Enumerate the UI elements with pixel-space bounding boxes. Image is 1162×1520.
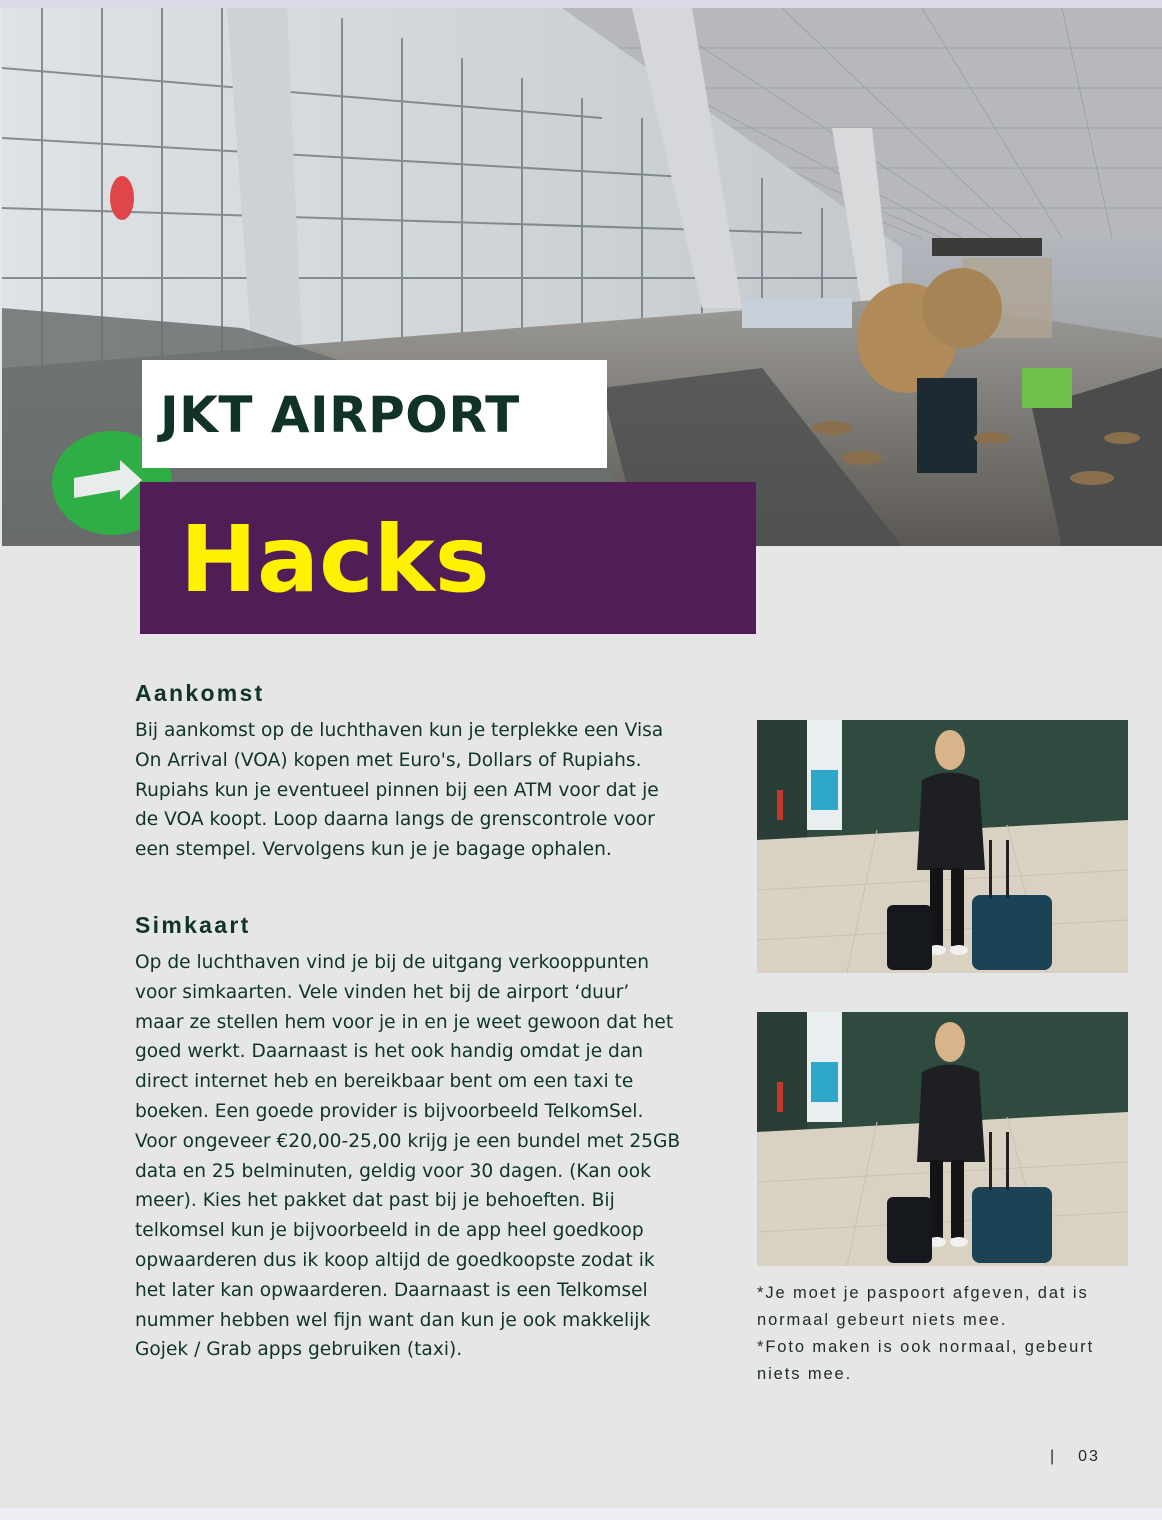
traveler-photo-2 — [757, 1012, 1128, 1266]
section-heading-aankomst: Aankomst — [135, 680, 265, 706]
section-heading-simkaart: Simkaart — [135, 912, 251, 938]
page-title: JKT AIRPORT — [160, 386, 520, 444]
page-separator: | — [1050, 1448, 1057, 1465]
traveler-photo-1 — [757, 720, 1128, 973]
section-body-simkaart: Op de luchthaven vind je bij de uitgang verkooppunten voor simkaarten. Vele vinden het bij de airport ‘duur’ maar ze stellen hem voor je in en je weet gewoon dat het goed werkt. Daarnaast is het ook handig omdat je dan direct internet heb en bereikbaar bent om een taxi te boeken. Een goede provider is bijvoorbeeld TelkomSel. Voor ongeveer €20,00-25,00 krijg je een bundel met 25GB data en 25 belminuten, geldig voor 30 dagen. (Kan ook meer). Kies het pakket dat past bij je behoeften. Bij telkomsel kun je bijvoorbeeld in de app heel goedkoop opwaarderen dus ik koop altijd de goedkoopste zodat ik het later kan opwaarderen. Daarnaast is een Telkomsel nummer hebben wel fijn want dan kun je ook makkelijk Gojek / Grab apps gebruiken (taxi). — [135, 952, 681, 1361]
page-number: 03 — [1078, 1448, 1100, 1465]
section-body-aankomst: Bij aankomst op de luchthaven kun je terplekke een Visa On Arrival (VOA) kopen met Euro's, Dollars of Rupiahs. Rupiahs kun je eventueel pinnen bij een ATM voor dat je de VOA koopt. Loop daarna langs de grenscontrole voor een stempel. Vervolgens kun je je bagage ophalen. — [135, 720, 664, 861]
top-border — [0, 0, 1162, 8]
page-footer — [1050, 1448, 1130, 1466]
bottom-border — [0, 1508, 1162, 1520]
page-subtitle: Hacks — [180, 506, 490, 613]
photo-caption: *Je moet je paspoort afgeven, dat is normaal gebeurt niets mee. *Foto maken is ook normaal, gebeurt niets mee. — [757, 1284, 1095, 1383]
traveler-illustration — [757, 1012, 1128, 1266]
traveler-illustration — [757, 720, 1128, 973]
